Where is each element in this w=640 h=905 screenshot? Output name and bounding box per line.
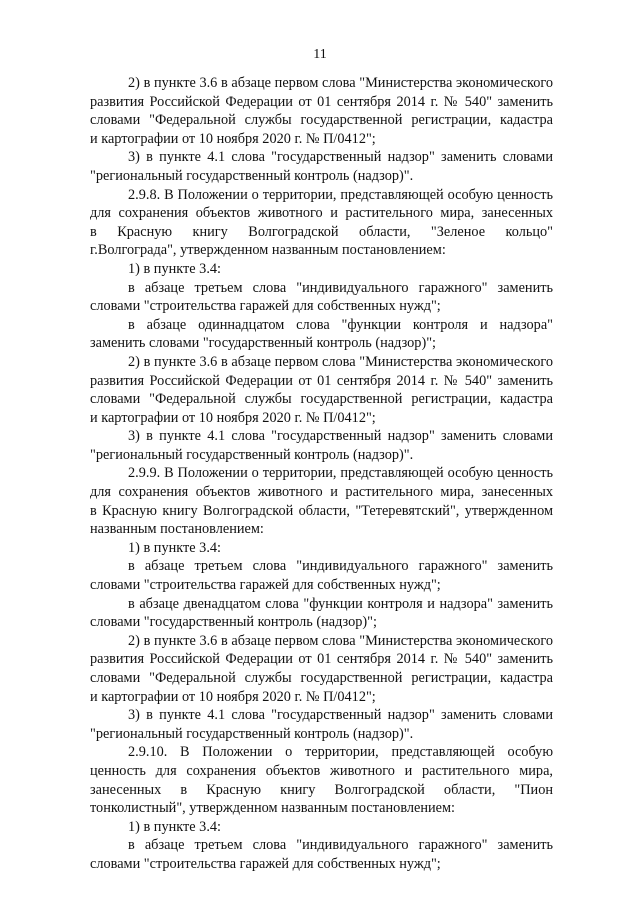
text-line: для сохранения объектов животного и растительного мира, занесенных [90,484,553,501]
text-line: словами "строительства гаражей для собственных нужд"; [90,855,441,872]
text-line: 2) в пункте 3.6 в абзаце первом слова "Министерства экономического [128,75,553,91]
text-line: "региональный государственный контроль (надзор)". [90,167,414,184]
page-number: 11 [313,47,327,62]
text-line: и картографии от 10 ноября 2020 г. № П/0412"; [90,688,376,705]
text-line: 1) в пункте 3.4: [128,539,222,556]
text-line: словами "строительства гаражей для собственных нужд"; [90,298,441,315]
text-line: г.Волгограда", утвержденном названным постановлением: [90,242,446,259]
text-line: заменить словами "государственный контроль (надзор)"; [90,335,437,352]
text-line: в абзаце одиннадцатом слова "функции контроля и надзора" [128,316,553,333]
text-line: в Красную книгу Волгоградской области, "Тетеревятский", утвержденном [90,502,553,519]
text-line: в абзаце третьем слова "индивидуального гаражного" заменить [128,837,553,854]
text-line: тонколистный", утвержденном названным постановлением: [90,800,456,817]
text-line: для сохранения объектов животного и растительного мира, занесенных [90,205,553,222]
text-line: 2) в пункте 3.6 в абзаце первом слова "Министерства экономического [128,632,553,649]
text-line: словами "строительства гаражей для собственных нужд"; [90,577,441,594]
text-line: "региональный государственный контроль (надзор)". [90,446,414,463]
text-line: занесенных в Красную книгу Волгоградской области, "Пион [90,781,553,798]
text-line: в абзаце третьем слова "индивидуального гаражного" заменить [128,279,553,296]
text-line: 1) в пункте 3.4: [128,818,222,835]
text-line: названным постановлением: [90,521,264,538]
text-line: 3) в пункте 4.1 слова "государственный надзор" заменить словами [128,428,553,445]
text-line: 2) в пункте 3.6 в абзаце первом слова "Министерства экономического [128,353,553,370]
text-line: и картографии от 10 ноября 2020 г. № П/0412"; [90,409,376,426]
text-line: 3) в пункте 4.1 слова "государственный надзор" заменить словами [128,707,553,724]
text-line: в Красную книгу Волгоградской области, "Зеленое кольцо" [90,223,553,240]
text-line: словами "Федеральной службы государственной регистрации, кадастра [90,670,553,686]
text-line: развития Российской Федерации от 01 сентября 2014 г. № 540" заменить [90,651,553,668]
text-line: 1) в пункте 3.4: [128,260,222,277]
text-line: и картографии от 10 ноября 2020 г. № П/0412"; [90,130,376,147]
text-line: 2.9.9. В Положении о территории, представляющей особую ценность [128,465,553,482]
text-line: словами "государственный контроль (надзор)"; [90,614,377,631]
text-line: ценность для сохранения объектов животного и растительного мира, [90,762,553,779]
text-line: 3) в пункте 4.1 слова "государственный надзор" заменить словами [128,149,553,166]
text-line: 2.9.10. В Положении о территории, представляющей особую [128,744,553,761]
text-line: 2.9.8. В Положении о территории, представляющей особую ценность [128,186,553,203]
document-body [90,74,553,874]
text-line: в абзаце двенадцатом слова "функции контроля и надзора" заменить [128,595,553,612]
text-line: развития Российской Федерации от 01 сентября 2014 г. № 540" заменить [90,93,553,110]
text-line: словами "Федеральной службы государственной регистрации, кадастра [90,112,553,129]
text-line: в абзаце третьем слова "индивидуального гаражного" заменить [128,558,553,575]
text-line: "региональный государственный контроль (надзор)". [90,725,414,742]
text-line: развития Российской Федерации от 01 сентября 2014 г. № 540" заменить [90,372,553,389]
text-line: словами "Федеральной службы государственной регистрации, кадастра [90,391,553,408]
